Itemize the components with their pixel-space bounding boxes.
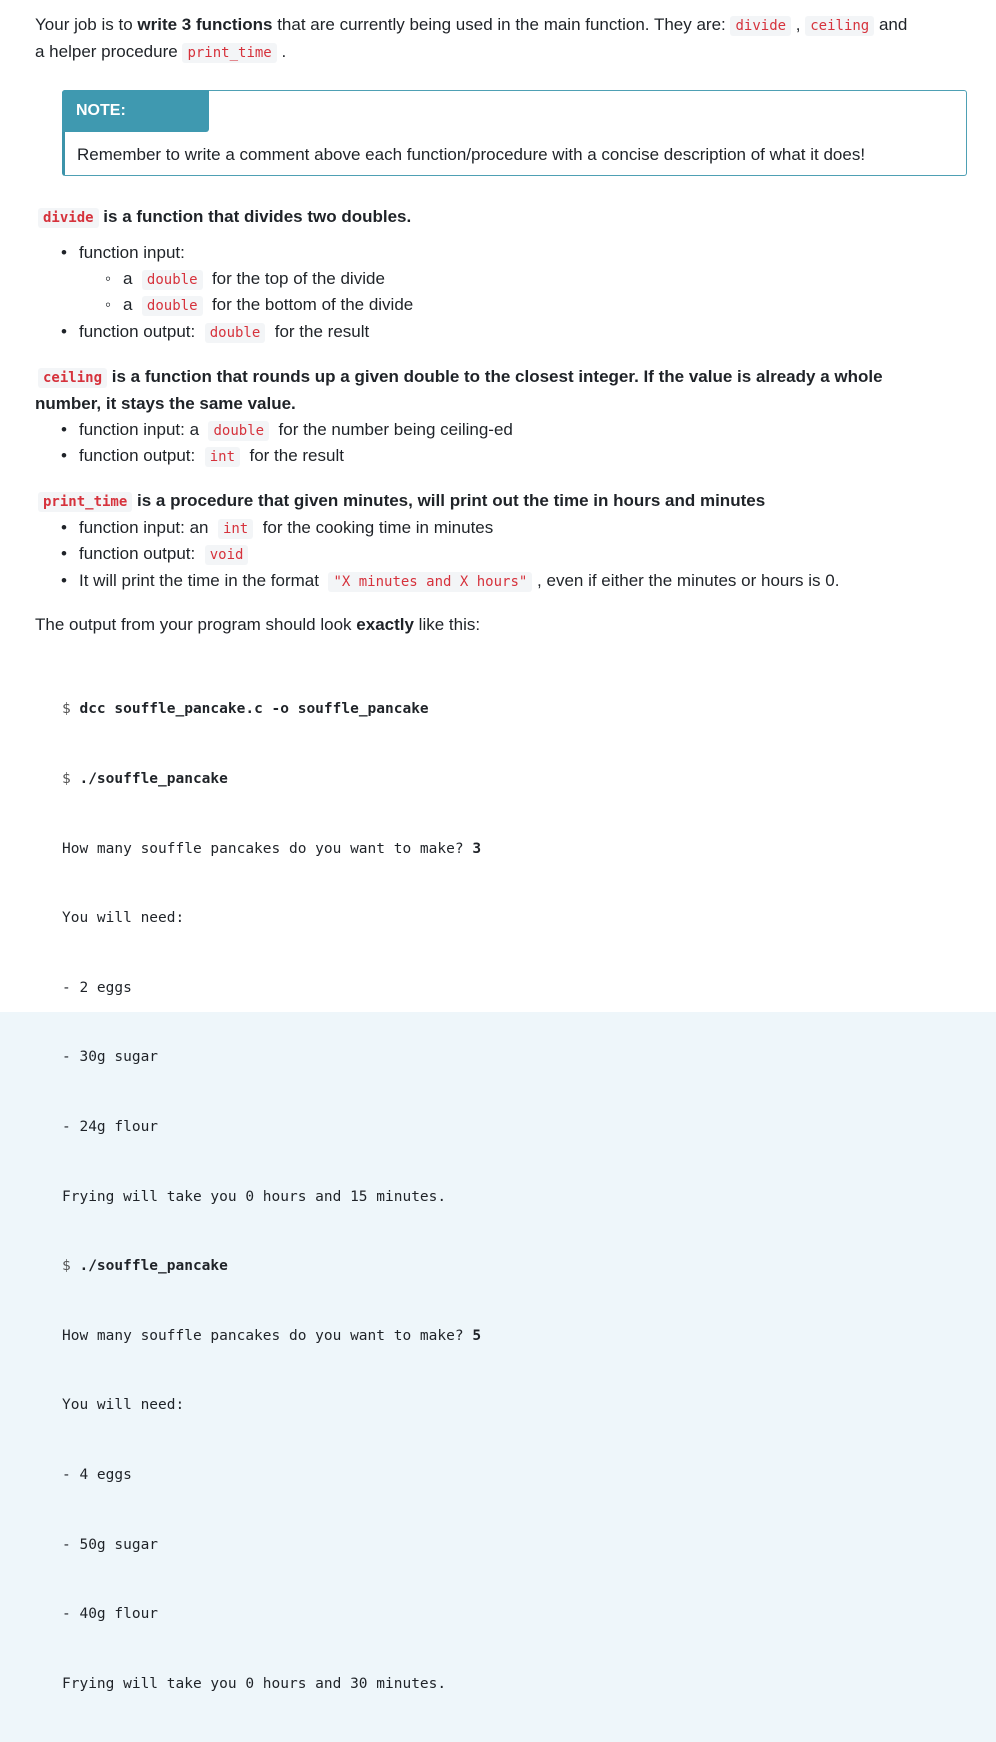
prompt-symbol: $	[62, 771, 71, 787]
print-time-output-item	[79, 541, 248, 568]
print-time-format-code: "X minutes and X hours"	[328, 572, 532, 592]
intro-paragraph	[35, 12, 985, 66]
ceiling-desc-2: number, it stays the same value.	[35, 394, 296, 413]
terminal-line: You will need:	[62, 1397, 185, 1414]
terminal-question: How many souffle pancakes do you want to make?	[62, 1327, 473, 1344]
intro-divide-code: divide	[730, 16, 791, 36]
prompt-symbol: $	[62, 701, 71, 718]
divide-input-item	[79, 240, 185, 266]
terminal-line: - 2 eggs	[62, 979, 132, 996]
terminal-line: - 4 eggs	[62, 1466, 132, 1483]
print-time-code: print_time	[38, 492, 132, 512]
terminal-line	[62, 838, 481, 861]
intro-text: Your job is to	[35, 15, 138, 34]
output-intro-text: The output from your program should look	[35, 615, 357, 634]
intro-print-time-code: print_time	[182, 43, 276, 63]
ceiling-output-item	[79, 443, 344, 470]
print-time-output-type: void	[205, 545, 249, 565]
intro-end: .	[276, 42, 287, 61]
terminal-line: - 24g flour	[62, 1118, 159, 1135]
terminal-question: How many souffle pancakes do you want to make?	[62, 840, 473, 857]
divide-heading	[38, 204, 411, 231]
terminal-line: - 30g sugar	[62, 1049, 159, 1066]
divide-code: divide	[38, 208, 99, 228]
output-intro-text-2: like this:	[413, 615, 481, 634]
intro-sep: ,	[791, 15, 806, 34]
divide-bottom-text: for the bottom of the divide	[211, 295, 414, 314]
terminal-line	[62, 1255, 481, 1278]
ceiling-input-type: double	[208, 421, 269, 441]
terminal-line: - 40g flour	[62, 1606, 159, 1623]
divide-output-text: for the result	[274, 322, 370, 341]
terminal-command: ./souffle_pancake	[79, 771, 228, 787]
ceiling-desc-1: is a function that rounds up a given double to the closest integer. If the value is already a whole	[107, 367, 883, 386]
prompt-symbol: $	[62, 1258, 71, 1275]
print-time-input-type: int	[218, 519, 253, 539]
intro-text-3: a helper procedure	[35, 42, 183, 61]
intro-bold: write 3 functions	[137, 15, 273, 34]
print-time-format-label: It will print the time in the format	[79, 571, 319, 590]
terminal-command: dcc souffle_pancake.c -o souffle_pancake	[79, 701, 429, 718]
print-time-desc: is a procedure that given minutes, will print out the time in hours and minutes	[132, 491, 766, 510]
terminal-line	[62, 1325, 481, 1348]
terminal-output	[62, 652, 481, 1742]
print-time-output-label: function output:	[79, 544, 196, 563]
terminal-line: - 50g sugar	[62, 1536, 159, 1553]
print-time-heading	[38, 488, 765, 515]
intro-and: and	[874, 15, 908, 34]
ceiling-code: ceiling	[38, 368, 107, 388]
divide-bottom-a: a	[123, 295, 133, 314]
terminal-line: You will need:	[62, 910, 185, 927]
divide-output-item	[79, 319, 369, 346]
intro-ceiling-code: ceiling	[805, 16, 874, 36]
terminal-line: Frying will take you 0 hours and 15 minutes.	[62, 1188, 447, 1205]
divide-bottom-item	[123, 292, 413, 319]
terminal-command: ./souffle_pancake	[79, 1258, 228, 1275]
ceiling-output-type: int	[205, 447, 240, 467]
print-time-format-item	[79, 568, 839, 595]
divide-desc: is a function that divides two doubles.	[98, 207, 412, 226]
note-box	[62, 90, 967, 176]
print-time-format-end: , even if either the minutes or hours is 0.	[537, 571, 840, 590]
terminal-line	[62, 698, 481, 721]
terminal-answer: 5	[472, 1327, 482, 1344]
divide-bottom-type: double	[142, 296, 203, 316]
divide-top-type: double	[142, 270, 203, 290]
ceiling-input-item	[79, 417, 513, 444]
divide-input-label: function input:	[79, 243, 185, 262]
note-title: NOTE:	[62, 90, 209, 132]
ceiling-output-label: function output:	[79, 446, 196, 465]
ceiling-input-label: function input: a	[79, 420, 200, 439]
divide-output-label: function output:	[79, 322, 196, 341]
ceiling-output-text: for the result	[249, 446, 344, 465]
divide-output-type: double	[205, 323, 266, 343]
terminal-line	[62, 768, 481, 791]
ceiling-heading	[35, 364, 985, 417]
output-intro-bold: exactly	[356, 615, 414, 634]
terminal-line: Frying will take you 0 hours and 30 minutes.	[62, 1675, 447, 1692]
print-time-input-item	[79, 515, 493, 542]
intro-text-2: that are currently being used in the main function. They are:	[272, 15, 731, 34]
terminal-answer: 3	[472, 840, 482, 857]
ceiling-input-text: for the number being ceiling-ed	[278, 420, 513, 439]
output-intro	[35, 612, 480, 638]
print-time-input-text: for the cooking time in minutes	[262, 518, 494, 537]
divide-top-text: for the top of the divide	[211, 269, 385, 288]
note-body: Remember to write a comment above each function/procedure with a concise description of what it does!	[77, 145, 866, 164]
divide-top-a: a	[123, 269, 133, 288]
divide-top-item	[123, 266, 385, 293]
print-time-input-label: function input: an	[79, 518, 209, 537]
